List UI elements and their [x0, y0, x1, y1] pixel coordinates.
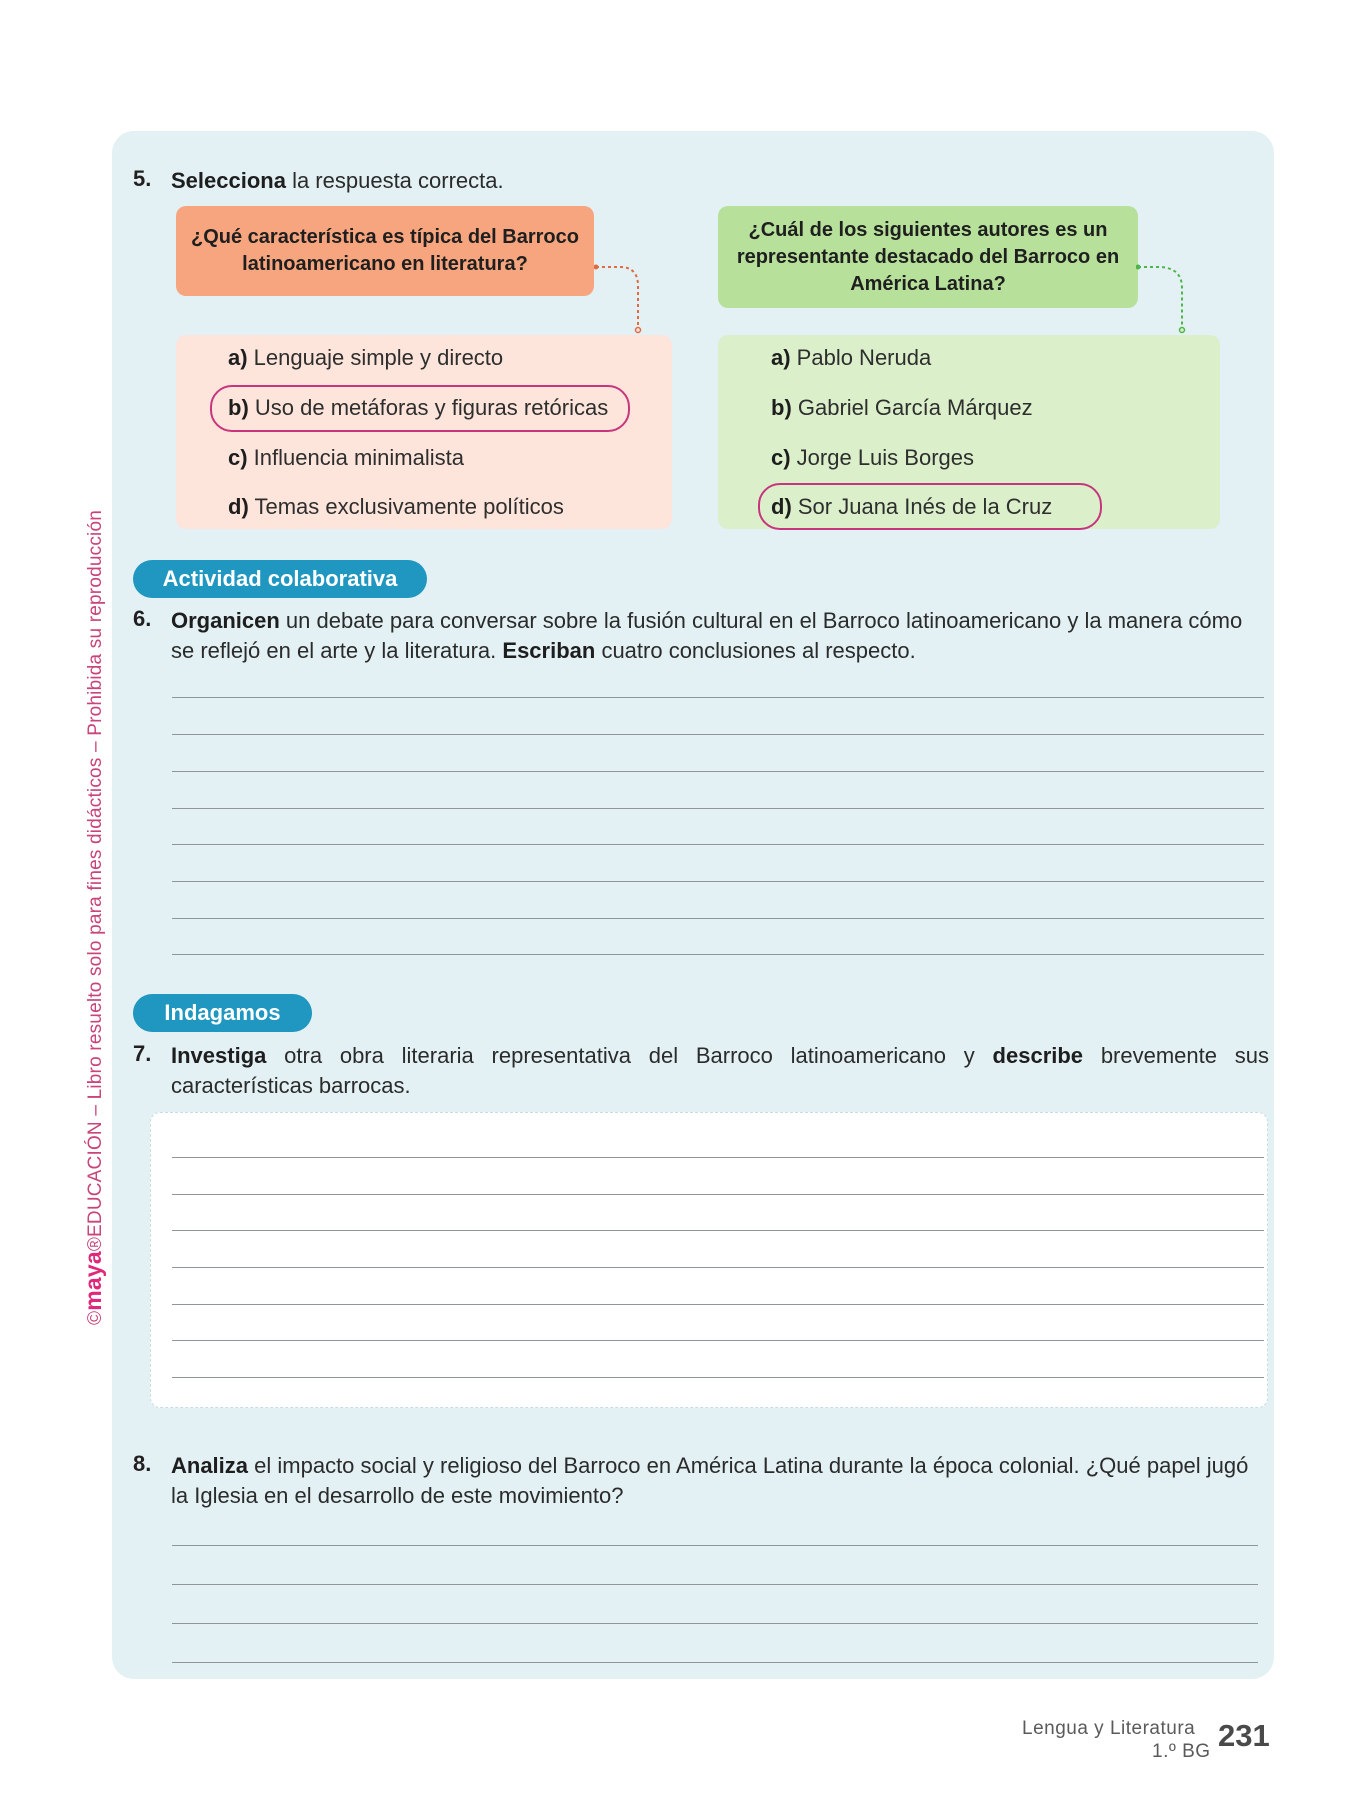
writing-line	[172, 771, 1264, 772]
copyright-symbol: ©	[85, 1310, 106, 1325]
q5-left-question: ¿Qué característica es típica del Barroco latinoamericano en literatura?	[176, 206, 594, 296]
writing-line	[172, 1662, 1258, 1663]
writing-line	[172, 734, 1264, 735]
writing-line	[172, 1377, 1264, 1378]
q7-instruction: Investiga otra obra literaria representativa del Barroco latinoamericano y describe brevemente sus características barrocas.	[171, 1043, 1270, 1098]
q6-number: 6.	[133, 606, 152, 631]
copyright-side-note	[80, 510, 107, 1325]
writing-line	[172, 1584, 1258, 1585]
q5-left-option-a[interactable]: a) Lenguaje simple y directo	[228, 345, 504, 370]
q5-right-option-b[interactable]: b) Gabriel García Márquez	[771, 395, 1033, 420]
q8-instruction: Analiza el impacto social y religioso del Barroco en América Latina durante la época colonial. ¿Qué papel jugó la Iglesia en el desarrollo de este movimiento?	[171, 1453, 1249, 1508]
footer-subject: Lengua y Literatura	[1022, 1718, 1196, 1739]
q6-instruction: Organicen un debate para conversar sobre la fusión cultural en el Barroco latinoamericano y la manera cómo se reflejó en el arte y la literatura. Escriban cuatro conclusiones al respecto.	[171, 608, 1243, 663]
q5-left-option-c[interactable]: c) Influencia minimalista	[228, 445, 464, 470]
inquiry-label: Indagamos	[133, 994, 312, 1032]
writing-line	[172, 1304, 1264, 1305]
publisher-logo: maya	[80, 1251, 106, 1311]
writing-line	[172, 1194, 1264, 1195]
writing-line	[172, 918, 1264, 919]
writing-line	[172, 808, 1264, 809]
page-number: 231	[1218, 1718, 1270, 1753]
registered-symbol: ®	[85, 1236, 106, 1252]
q5-right-question: ¿Cuál de los siguientes autores es un representante destacado del Barroco en América Latina?	[718, 206, 1138, 308]
q5-text: la respuesta correcta.	[285, 168, 504, 193]
q5-instruction	[171, 166, 504, 196]
q5-left-option-b[interactable]: b) Uso de metáforas y figuras retóricas	[228, 395, 609, 420]
writing-line	[172, 954, 1264, 955]
writing-line	[172, 697, 1264, 698]
left-connector-icon	[594, 264, 644, 336]
writing-line	[172, 844, 1264, 845]
q5-left-option-d[interactable]: d) Temas exclusivamente políticos	[228, 494, 564, 519]
activity-label: Actividad colaborativa	[133, 560, 427, 598]
q5-right-option-d[interactable]: d) Sor Juana Inés de la Cruz	[771, 494, 1053, 519]
q5-right-option-c[interactable]: c) Jorge Luis Borges	[771, 445, 974, 470]
q5-number: 5.	[133, 166, 152, 191]
footer-grade: 1.º BG	[1152, 1741, 1211, 1762]
copyright-text: EDUCACIÓN – Libro resuelto solo para fines didácticos – Prohibida su reproducción	[85, 510, 106, 1237]
writing-line	[172, 1157, 1264, 1158]
q5-verb: Selecciona	[171, 168, 286, 193]
writing-line	[172, 1230, 1264, 1231]
q7-number: 7.	[133, 1041, 152, 1066]
q5-right-option-a[interactable]: a) Pablo Neruda	[771, 345, 932, 370]
writing-line	[172, 1340, 1264, 1341]
writing-line	[172, 1267, 1264, 1268]
writing-line	[172, 1545, 1258, 1546]
right-connector-icon	[1136, 264, 1186, 336]
writing-line	[172, 1623, 1258, 1624]
writing-line	[172, 881, 1264, 882]
q8-number: 8.	[133, 1451, 152, 1476]
